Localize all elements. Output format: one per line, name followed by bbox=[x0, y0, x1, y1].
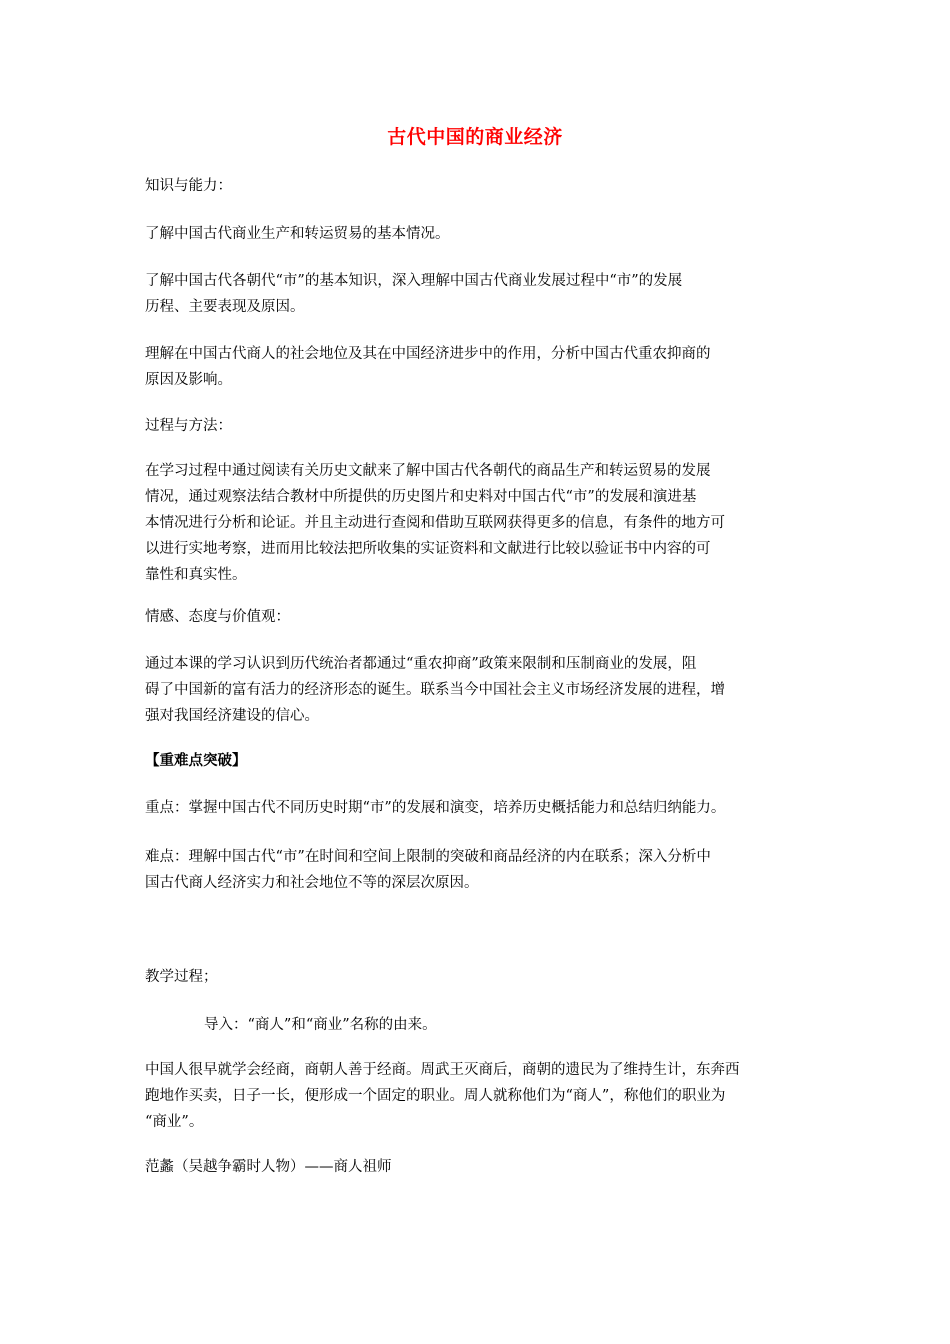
process-heading bbox=[145, 413, 820, 439]
paragraph-line: 理解在中国古代商人的社会地位及其在中国经济进步中的作用，分析中国古代重农抑商的 bbox=[145, 346, 711, 362]
paragraph-line: 情况，通过观察法结合教材中所提供的历史图片和史料对中国古代“市”的发展和演进基 bbox=[145, 489, 697, 505]
paragraph-line: 中国人很早就学会经商，商朝人善于经商。周武王灭商后，商朝的遗民为了维持生计，东奔西 bbox=[145, 1062, 740, 1078]
paragraph-line: 了解中国古代商业生产和转运贸易的基本情况。 bbox=[145, 226, 450, 242]
knowledge-paragraph-2 bbox=[145, 268, 820, 320]
key-difficulty-heading bbox=[145, 748, 820, 774]
process-paragraph bbox=[145, 458, 820, 588]
fanli-text: 范蠡（吴越争霸时人物）——商人祖师 bbox=[145, 1159, 392, 1175]
key-point-paragraph bbox=[145, 795, 820, 821]
page-title: 古代中国的商业经济 bbox=[387, 126, 563, 148]
difficult-point-paragraph bbox=[145, 844, 820, 896]
paragraph-line: 跑地作买卖，日子一长，便形成一个固定的职业。周人就称他们为“商人”，称他们的职业为 bbox=[145, 1088, 726, 1104]
emotion-heading-text: 情感、态度与价值观： bbox=[145, 609, 290, 625]
emotion-paragraph bbox=[145, 651, 820, 729]
fanli-line bbox=[145, 1154, 820, 1180]
paragraph-line: 难点：理解中国古代“市”在时间和空间上限制的突破和商品经济的内在联系；深入分析中 bbox=[145, 849, 711, 865]
paragraph-line: “商业”。 bbox=[145, 1114, 204, 1130]
paragraph-line: 历程、主要表现及原因。 bbox=[145, 299, 305, 315]
intro-line bbox=[145, 1012, 879, 1038]
paragraph-line: 碍了中国新的富有活力的经济形态的诞生。联系当今中国社会主义市场经济发展的进程，增 bbox=[145, 682, 725, 698]
paragraph-line: 重点：掌握中国古代不同历史时期“市”的发展和演变，培养历史概括能力和总结归纳能力。 bbox=[145, 800, 726, 816]
paragraph-line: 通过本课的学习认识到历代统治者都通过“重农抑商”政策来限制和压制商业的发展，阻 bbox=[145, 656, 697, 672]
teaching-process-heading-text: 教学过程； bbox=[145, 969, 218, 985]
paragraph-line: 了解中国古代各朝代“市”的基本知识，深入理解中国古代商业发展过程中“市”的发展 bbox=[145, 273, 683, 289]
paragraph-line: 原因及影响。 bbox=[145, 372, 232, 388]
paragraph-line: 靠性和真实性。 bbox=[145, 567, 247, 583]
story-paragraph bbox=[145, 1057, 820, 1135]
paragraph-line: 以进行实地考察，进而用比较法把所收集的实证资料和文献进行比较以验证书中内容的可 bbox=[145, 541, 711, 557]
knowledge-paragraph-3 bbox=[145, 341, 820, 393]
knowledge-heading-text: 知识与能力： bbox=[145, 178, 232, 194]
key-difficulty-heading-text: 【重难点突破】 bbox=[145, 752, 247, 769]
teaching-process-heading bbox=[145, 964, 820, 990]
knowledge-heading bbox=[145, 173, 820, 199]
intro-text: 导入：“商人”和“商业”名称的由来。 bbox=[204, 1017, 437, 1033]
emotion-heading bbox=[145, 604, 820, 630]
knowledge-paragraph-1 bbox=[145, 221, 820, 247]
process-heading-text: 过程与方法： bbox=[145, 418, 232, 434]
paragraph-line: 本情况进行分析和论证。并且主动进行查阅和借助互联网获得更多的信息，有条件的地方可 bbox=[145, 515, 725, 531]
paragraph-line: 在学习过程中通过阅读有关历史文献来了解中国古代各朝代的商品生产和转运贸易的发展 bbox=[145, 463, 711, 479]
paragraph-line: 国古代商人经济实力和社会地位不等的深层次原因。 bbox=[145, 875, 479, 891]
paragraph-line: 强对我国经济建设的信心。 bbox=[145, 708, 319, 724]
